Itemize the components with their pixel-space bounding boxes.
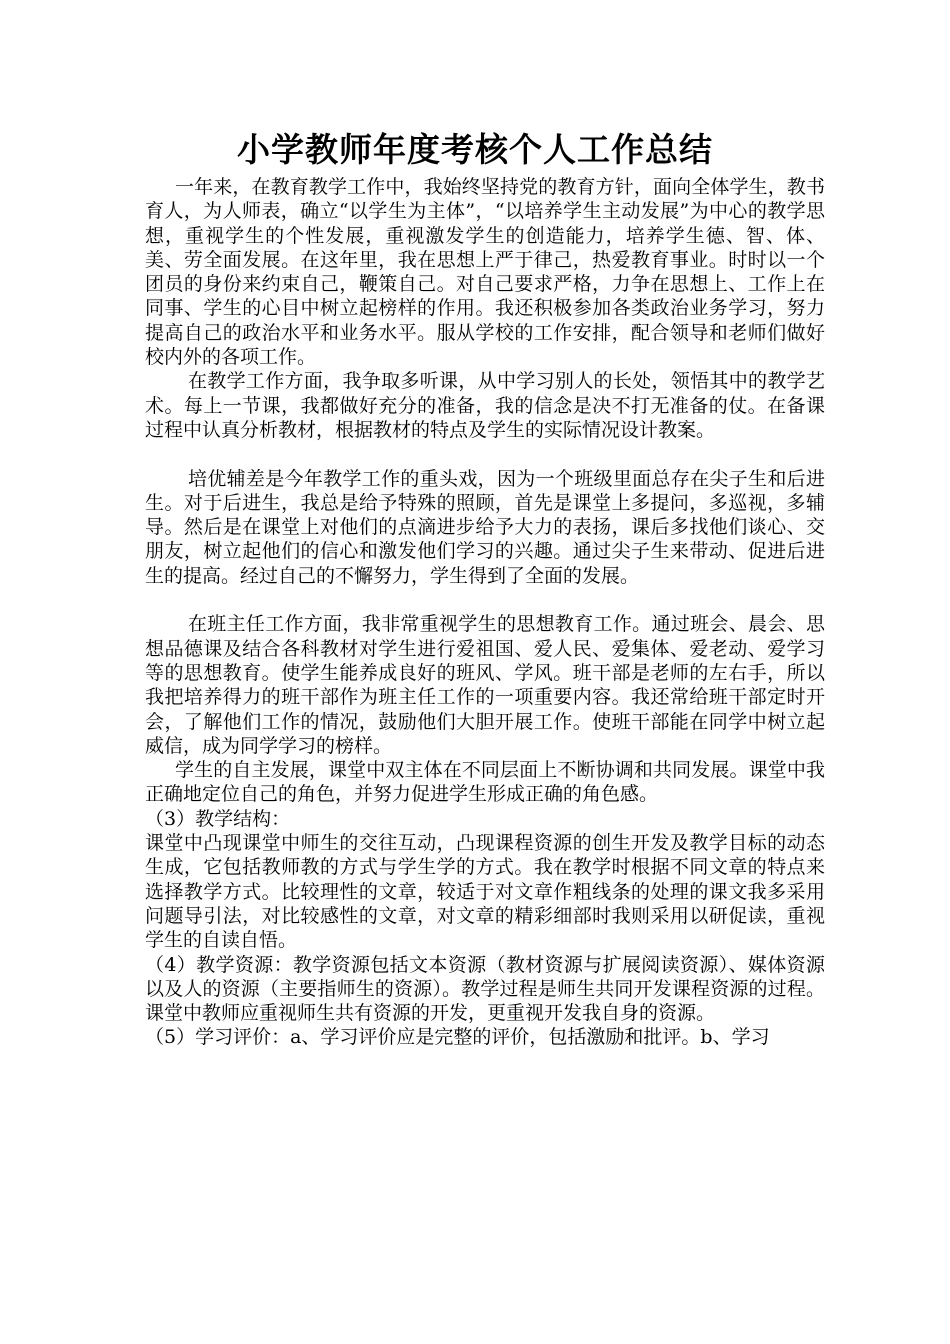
blank-line xyxy=(145,588,825,612)
document-body xyxy=(145,175,825,1050)
paragraph-resources: （4）教学资源：教学资源包括文本资源（教材资源与扩展阅读资源）、媒体资源以及人的资源（主要指师生的资源）。教学过程是师生共同开发课程资源的过程。课堂中教师应重视师生共有资源的开发，更重视开发我自身的资源。 xyxy=(145,953,825,1025)
paragraph-structure-heading: （3）教学结构： xyxy=(145,807,291,830)
paragraph-evaluation: （5）学习评价：a、学习评价应是完整的评价，包括激励和批评。b、学习 xyxy=(145,1026,770,1049)
paragraph-teaching: 在教学工作方面，我争取多听课，从中学习别人的长处，领悟其中的教学艺术。每上一节课，我都做好充分的准备，我的信念是决不打无准备的仗。在备课过程中认真分析教材，根据教材的特点及学生的实际情况设计教案。 xyxy=(145,370,825,441)
paragraph-class-teacher: 在班主任工作方面，我非常重视学生的思想教育工作。通过班会、晨会、思想品德课及结合各科教材对学生进行爱祖国、爱人民、爱集体、爱老动、爱学习等的思想教育。使学生能养成良好的班风、学风。班干部是老师的左右手，所以我把培养得力的班干部作为班主任工作的一项重要内容。我还常给班干部定时开会，了解他们工作的情况，鼓励他们大胆开展工作。使班干部能在同学中树立起威信，成为同学学习的榜样。 xyxy=(145,613,825,757)
paragraph-intro: 一年来，在教育教学工作中，我始终坚持党的教育方针，面向全体学生，教书育人，为人师表，确立“以学生为主体”，“以培养学生主动发展”为中心的教学思想，重视学生的个性发展，重视激发学生的创造能力，培养学生德、智、体、美、劳全面发展。在这年里，我在思想上严于律己，热爱教育事业。时时以一个团员的身份来约束自己，鞭策自己。对自己要求严格，力争在思想上、工作上在同事、学生的心目中树立起榜样的作用。我还积极参加各类政治业务学习，努力提高自己的政治水平和业务水平。服从学校的工作安排，配合领导和老师们做好校内外的各项工作。 xyxy=(145,176,825,369)
document-title: 小学教师年度考核个人工作总结 xyxy=(237,130,713,169)
paragraph-structure: 课堂中凸现课堂中师生的交往互动，凸现课程资源的创生开发及教学目标的动态生成，它包括教师教的方式与学生学的方式。我在教学时根据不同文章的特点来选择教学方式。比较理性的文章，较适于对文章作粗线条的处理的课文我多采用问题导引法，对比较感性的文章，对文章的精彩细部时我则采用以研促读，重视学生的自读自悟。 xyxy=(145,832,825,952)
paragraph-tutoring: 培优辅差是今年教学工作的重头戏，因为一个班级里面总存在尖子生和后进生。对于后进生，我总是给予特殊的照顾，首先是课堂上多提问，多巡视，多辅导。然后是在课堂上对他们的点滴进步给予大力的表扬，课后多找他们谈心、交朋友，树立起他们的信心和激发他们学习的兴趣。通过尖子生来带动、促进后进生的提高。经过自己的不懈努力，学生得到了全面的发展。 xyxy=(145,467,825,587)
paragraph-autonomy: 学生的自主发展，课堂中双主体在不同层面上不断协调和共同发展。课堂中我正确地定位自己的角色，并努力促进学生形成正确的角色感。 xyxy=(145,759,825,806)
blank-line xyxy=(145,442,825,466)
